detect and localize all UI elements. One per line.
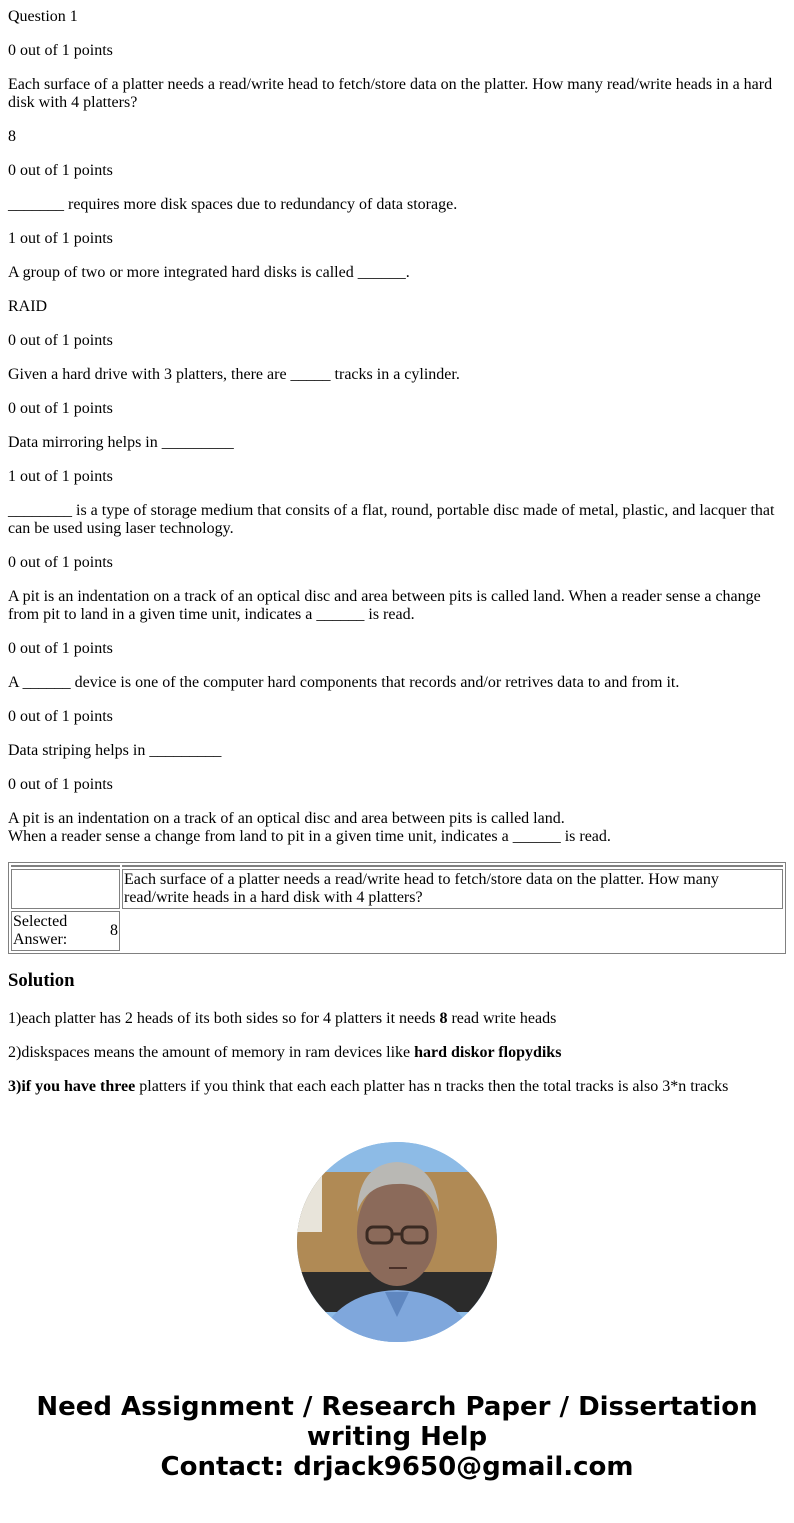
selected-answer-label: Selected Answer: [13,913,68,948]
question-text: ________ is a type of storage medium that consits of a flat, round, portable disc made of metal, plastic, and lacquer that can be used using laser technology. [8,502,775,537]
selected-answer-value: 8 [110,922,118,939]
question-score: 1 out of 1 points [8,468,113,485]
question-score: 0 out of 1 points [8,400,113,417]
question-text: Data mirroring helps in _________ [8,434,234,451]
question-score: 0 out of 1 points [8,332,113,349]
avatar [297,1142,497,1342]
question-text: A pit is an indentation on a track of an optical disc and area between pits is called land. When a reader sense a change from pit to land in a given time unit, indicates a ______ is read. [8,588,761,623]
question-score: 0 out of 1 points [8,640,113,657]
question-text [8,810,786,846]
avatar-photo-icon [297,1142,497,1342]
solution-text: 1)each platter has 2 heads of its both sides so for 4 platters it needs [8,1010,440,1027]
solution-text: platters if you think that each each platter has n tracks then the total tracks is also 3*n tracks [135,1078,729,1095]
solution-line-1 [8,1010,786,1028]
promo-line-2: writing Help [306,1422,488,1452]
solution-heading: Solution [8,970,75,991]
question-title: Question 1 [8,8,78,25]
question-text: _______ requires more disk spaces due to redundancy of data storage. [8,196,458,213]
question-text-line2: When a reader sense a change from land to pit in a given time unit, indicates a ______ is read. [8,828,611,845]
solution-bold: hard diskor flopydiks [414,1044,562,1061]
question-text-line1: A pit is an indentation on a track of an optical disc and area between pits is called land. [8,810,565,827]
answer-table [8,862,786,954]
empty-cell [11,869,120,909]
solution-line-2 [8,1044,786,1062]
table-row [11,869,783,909]
promo-contact: Contact: drjack9650@gmail.com [160,1452,634,1482]
question-score: 0 out of 1 points [8,708,113,725]
promo-text [8,1392,786,1482]
promo-line-1: Need Assignment / Research Paper / Dissertation [36,1392,758,1422]
question-text: A ______ device is one of the computer hard components that records and/or retrives data to and from it. [8,674,680,691]
promo-section [8,1142,786,1482]
question-text: A group of two or more integrated hard disks is called ______. [8,264,410,281]
empty-cell [122,911,783,951]
question-text: Given a hard drive with 3 platters, there are _____ tracks in a cylinder. [8,366,460,383]
table-spacer-row [11,865,783,867]
solution-text: 2)diskspaces means the amount of memory in ram devices like [8,1044,415,1061]
question-score: 0 out of 1 points [8,776,113,793]
question-text: Each surface of a platter needs a read/write head to fetch/store data on the platter. How many read/write heads in a hard disk with 4 platters? [8,76,773,111]
question-score: 0 out of 1 points [8,162,113,179]
question-score: 0 out of 1 points [8,42,113,59]
question-answer: RAID [8,298,48,315]
solution-text: read write heads [447,1010,557,1027]
question-answer: 8 [8,128,16,145]
question-score: 1 out of 1 points [8,230,113,247]
solution-bold: 8 [439,1010,448,1027]
solution-line-3 [8,1078,786,1096]
question-text: Data striping helps in _________ [8,742,222,759]
selected-answer-cell [11,911,120,951]
solution-bold: 3)if you have three [8,1078,136,1095]
table-question-text: Each surface of a platter needs a read/write head to fetch/store data on the platter. How many read/write heads in a hard disk with 4 platters? [122,869,783,909]
table-row [11,911,783,951]
question-score: 0 out of 1 points [8,554,113,571]
